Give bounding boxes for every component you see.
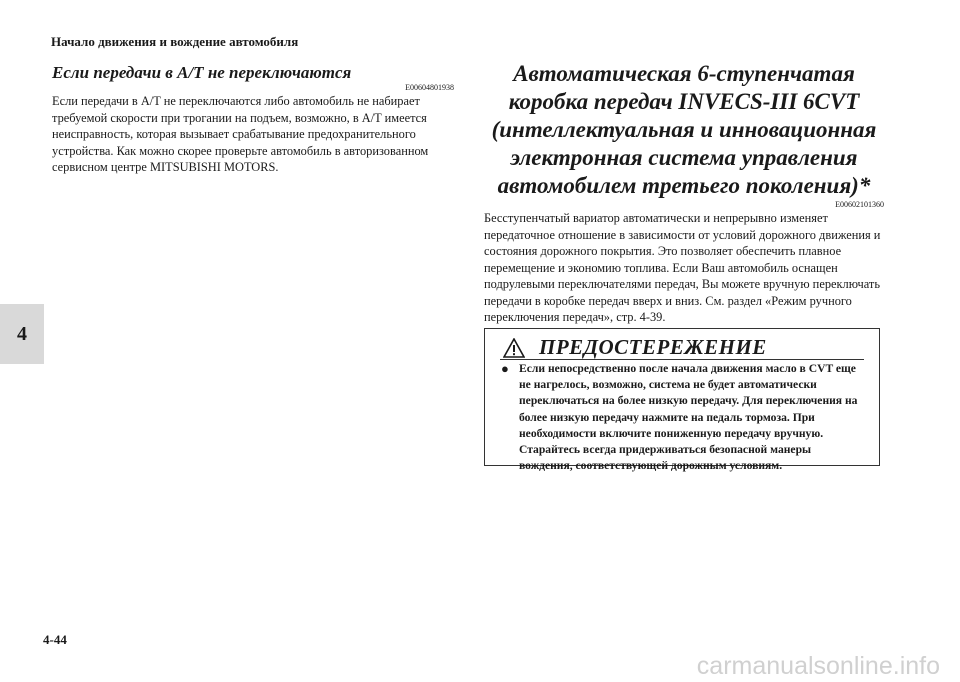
- chapter-number: 4: [17, 322, 27, 345]
- section-code: E00604801938: [405, 83, 454, 92]
- transmission-code: E00602101360: [835, 200, 884, 209]
- warning-header: [503, 335, 767, 360]
- left-column: [52, 63, 454, 176]
- page-number: 4-44: [43, 632, 67, 647]
- warning-title: ПРЕДОСТЕРЕЖЕНИЕ: [539, 335, 767, 359]
- bullet-icon: ●: [501, 361, 509, 376]
- warning-text: Если непосредственно после начала движения масло в CVT еще не нагрелось, возможно, система не будет автоматически переключаться на более низкую передачу. Для переключения на более низкую передачу нажмите на педаль тормоза. При необходимости включите пониженную передачу вручную. Старайтесь всегда придерживаться безопасной манеры вождения, соответствующей дорожным условиям.: [519, 362, 858, 473]
- right-column: [484, 60, 884, 326]
- section-title: Если передачи в A/T не переключаются: [52, 63, 352, 82]
- section-body: Если передачи в A/T не переключаются либо автомобиль не набирает требуемой скорости при трогании на подъем, возможно, в A/T имеется неисправность, которая вызывает срабатывание предохранительного устройства. Как можно скорее проверьте автомобиль в авторизованном сервисном центре MITSUBISHI MOTORS.: [52, 94, 429, 174]
- warning-item: [501, 361, 863, 474]
- transmission-title: Автоматическая 6-ступенчатая коробка передач INVECS-III 6CVT (интеллектуальная и инновационная электронная система управления автомобилем третьего поколения)*: [491, 61, 877, 198]
- warning-triangle-icon: [503, 338, 525, 358]
- warning-box: [484, 328, 880, 473]
- transmission-body: Бесступенчатый вариатор автоматически и непрерывно изменяет передаточное отношение в зависимости от условий дорожного движения и состояния дорожного покрытия. Это позволяет обеспечить плавное перемещение и экономию топлива. Если Ваш автомобиль оснащен подрулевыми переключателями передач, Вы можете вручную переключать передачи в коробке передач вверх и вниз. См. раздел «Режим ручного переключения передач», стр. 4-39.: [484, 211, 881, 324]
- running-header: Начало движения и вождение автомобиля: [51, 34, 299, 49]
- warning-divider: [500, 359, 864, 360]
- watermark: carmanualsonline.info: [696, 652, 940, 680]
- chapter-tab: [0, 304, 44, 364]
